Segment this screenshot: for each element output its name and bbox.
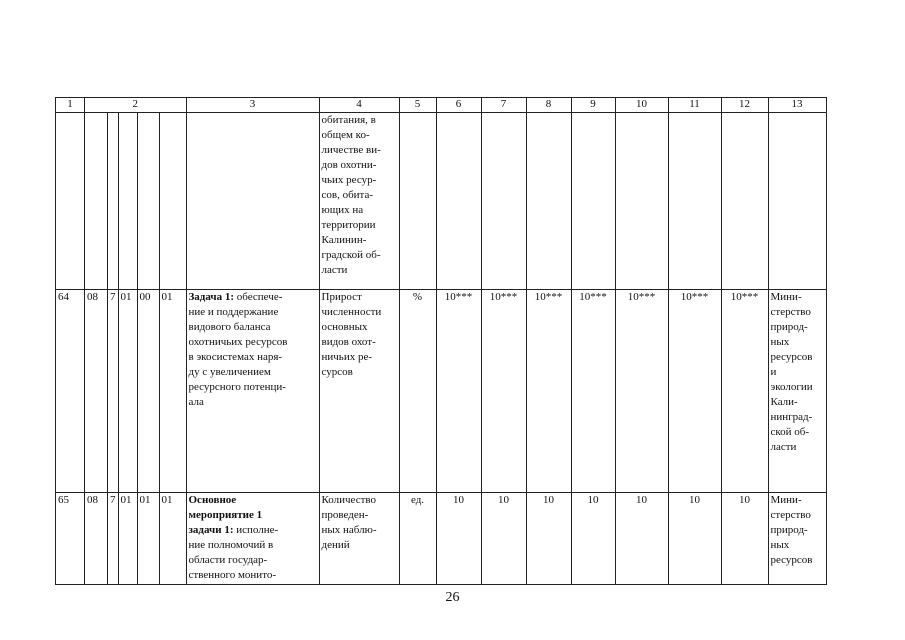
responsible-cell: Мини- стерство природ- ных ресурсов xyxy=(768,493,826,585)
value-cell: 10*** xyxy=(436,290,481,493)
value-cell: 10*** xyxy=(615,290,668,493)
value-cell: 10*** xyxy=(668,290,721,493)
value-cell: 10*** xyxy=(571,290,615,493)
code-cell: 01 xyxy=(118,493,137,585)
header-cell: 11 xyxy=(668,98,721,113)
value-cell xyxy=(571,113,615,290)
header-cell: 12 xyxy=(721,98,768,113)
table-row xyxy=(56,493,827,585)
code-cell xyxy=(108,113,119,290)
value-cell: 10 xyxy=(481,493,526,585)
value-cell: 10 xyxy=(436,493,481,585)
value-cell: 10 xyxy=(526,493,571,585)
value-cell: 10 xyxy=(615,493,668,585)
table-row xyxy=(56,113,827,290)
code-cell xyxy=(85,113,108,290)
code-cell xyxy=(118,113,137,290)
unit-cell: ед. xyxy=(399,493,436,585)
task-cell xyxy=(186,113,319,290)
indicator-cell: обитания, в общем ко- личестве ви- дов охотни- чьих ресур- сов, обита- ющих на территории Калинин- градской об- ласти xyxy=(319,113,399,290)
value-cell: 10 xyxy=(668,493,721,585)
code-cell: 01 xyxy=(118,290,137,493)
header-cell: 5 xyxy=(399,98,436,113)
header-cell: 7 xyxy=(481,98,526,113)
code-cell xyxy=(159,113,186,290)
header-cell: 9 xyxy=(571,98,615,113)
header-cell: 8 xyxy=(526,98,571,113)
header-cell: 10 xyxy=(615,98,668,113)
header-cell: 4 xyxy=(319,98,399,113)
header-cell: 2 xyxy=(85,98,187,113)
header-row xyxy=(56,98,827,113)
value-cell: 10*** xyxy=(721,290,768,493)
value-cell xyxy=(526,113,571,290)
header-cell: 13 xyxy=(768,98,826,113)
task-text: обеспече- ние и поддержание видового баланса охотничьих ресурсов в экосистемах наря- ду с увеличением ресурсного потенци- ала xyxy=(188,291,288,408)
header-cell: 6 xyxy=(436,98,481,113)
code-cell: 00 xyxy=(137,290,159,493)
code-cell: 08 xyxy=(85,290,108,493)
code-cell: 01 xyxy=(137,493,159,585)
unit-cell xyxy=(399,113,436,290)
value-cell xyxy=(436,113,481,290)
row-number xyxy=(56,113,85,290)
unit-cell: % xyxy=(399,290,436,493)
value-cell xyxy=(721,113,768,290)
task-cell xyxy=(186,493,319,585)
code-cell: 7 xyxy=(108,493,119,585)
responsible-cell: Мини- стерство природ- ных ресурсов и экологии Кали- нинград- ской об- ласти xyxy=(768,290,826,493)
task-cell xyxy=(186,290,319,493)
task-text: исполне- ние полномочий в области государ- ственного монито- xyxy=(188,524,279,581)
page-number: 26 xyxy=(445,590,460,605)
header-cell: 1 xyxy=(56,98,85,113)
row-number: 64 xyxy=(56,290,85,493)
task-heading: Задача 1: xyxy=(188,291,235,303)
responsible-cell xyxy=(768,113,826,290)
code-cell: 7 xyxy=(108,290,119,493)
code-cell: 01 xyxy=(159,290,186,493)
task-heading: Основное мероприятие 1 задачи 1: xyxy=(188,494,263,536)
program-indicators-table xyxy=(55,97,827,585)
value-cell: 10 xyxy=(721,493,768,585)
value-cell xyxy=(615,113,668,290)
value-cell: 10 xyxy=(571,493,615,585)
row-number: 65 xyxy=(56,493,85,585)
code-cell: 01 xyxy=(159,493,186,585)
value-cell xyxy=(481,113,526,290)
value-cell: 10*** xyxy=(481,290,526,493)
indicator-cell: Прирост численности основных видов охот- ничьих ре- сурсов xyxy=(319,290,399,493)
code-cell: 08 xyxy=(85,493,108,585)
value-cell: 10*** xyxy=(526,290,571,493)
value-cell xyxy=(668,113,721,290)
code-cell xyxy=(137,113,159,290)
header-cell: 3 xyxy=(186,98,319,113)
table-row xyxy=(56,290,827,493)
indicator-cell: Количество проведен- ных наблю- дений xyxy=(319,493,399,585)
